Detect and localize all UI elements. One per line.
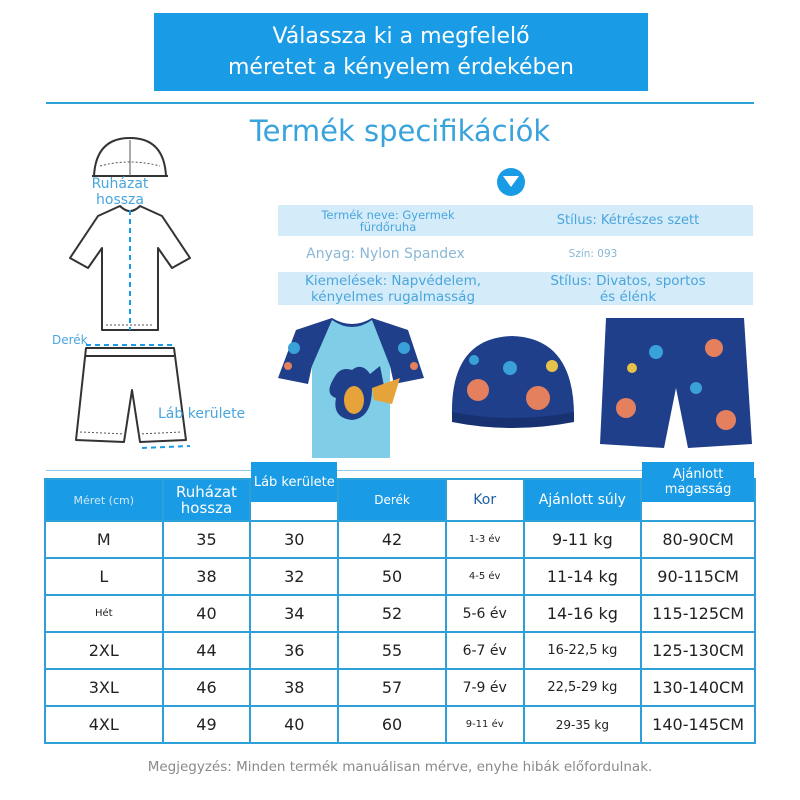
spec-title: Termék specifikációk [249,114,551,148]
cell-length: 40 [163,595,251,632]
spec-row-3 [278,272,753,305]
cell-weight: 9-11 kg [524,521,642,558]
cell-size: M [45,521,163,558]
shorts-image [596,308,754,468]
shirt-photo [274,308,429,468]
cell-size: 4XL [45,706,163,743]
cell-leg: 40 [250,706,338,743]
cell-height: 80-90CM [641,521,755,558]
cell-age: 4-5 év [446,558,524,595]
cell-height: 140-145CM [641,706,755,743]
header-waist: Derék [338,479,446,521]
cell-size: L [45,558,163,595]
cell-weight: 14-16 kg [524,595,642,632]
cell-length: 46 [163,669,251,706]
cell-leg: 30 [250,521,338,558]
label-waist: Derék [52,333,88,347]
cap-image [434,308,590,468]
header-size: Méret (cm) [45,479,163,521]
spec-style-1: Stílus: Kétrészes szett [556,213,700,228]
cell-age: 7-9 év [446,669,524,706]
table-row [45,521,755,558]
header-weight: Ajánlott súly [524,479,642,521]
banner-line-2: méretet a kényelem érdekében [227,55,574,80]
header-banner [154,13,648,91]
cell-waist: 55 [338,632,446,669]
cell-size: 2XL [45,632,163,669]
cell-leg: 32 [250,558,338,595]
cell-age: 1-3 év [446,521,524,558]
cell-length: 44 [163,632,251,669]
table-header-row [45,479,755,521]
cell-age: 5-6 év [446,595,524,632]
size-table [44,467,756,744]
cell-weight: 16-22,5 kg [524,632,642,669]
divider-top [46,102,754,104]
cell-height: 130-140CM [641,669,755,706]
scroll-down-button[interactable] [497,168,525,196]
cell-length: 49 [163,706,251,743]
cell-waist: 57 [338,669,446,706]
cell-length: 38 [163,558,251,595]
header-leg: Láb kerülete [250,461,338,503]
cell-waist: 42 [338,521,446,558]
shirt-image [274,308,429,468]
spec-product-name: Termék neve: Gyermek fürdőruha [321,207,455,234]
cell-weight: 29-35 kg [524,706,642,743]
cell-size: Hét [45,595,163,632]
cell-age: 9-11 év [446,706,524,743]
cell-size: 3XL [45,669,163,706]
cell-weight: 22,5-29 kg [524,669,642,706]
spec-row-2 [278,240,753,271]
cell-waist: 50 [338,558,446,595]
cell-height: 125-130CM [641,632,755,669]
table-row [45,595,755,632]
spec-color: Szín: 093 [568,248,618,260]
cell-height: 90-115CM [641,558,755,595]
table-row [45,706,755,743]
table-row [45,632,755,669]
cell-age: 6-7 év [446,632,524,669]
label-garment-length: Ruházat hossza [91,176,149,208]
cell-weight: 11-14 kg [524,558,642,595]
cell-leg: 38 [250,669,338,706]
footnote: Megjegyzés: Minden termék manuálisan mérve, enyhe hibák előfordulnak. [147,759,653,775]
table-row [45,558,755,595]
cell-height: 115-125CM [641,595,755,632]
table-row [45,669,755,706]
cell-leg: 34 [250,595,338,632]
shorts-photo [596,308,754,468]
cell-leg: 36 [250,632,338,669]
header-height: Ajánlott magasság [641,461,755,503]
chevron-down-icon [503,176,519,188]
cell-waist: 60 [338,706,446,743]
banner-line-1: Válassza ki a megfelelő [272,24,530,49]
spec-row-1 [278,205,753,236]
spec-material: Anyag: Nylon Spandex [306,246,465,262]
cap-photo [434,308,590,468]
header-age: Kor [446,479,524,521]
label-leg-circumference: Láb kerülete [158,406,246,422]
cell-waist: 52 [338,595,446,632]
spec-style-2: Stílus: Divatos, sportos és élénk [550,272,706,305]
spec-features: Kiemelések: Napvédelem, kényelmes rugalmasság [304,272,482,305]
cell-length: 35 [163,521,251,558]
header-length: Ruházat hossza [163,479,251,521]
